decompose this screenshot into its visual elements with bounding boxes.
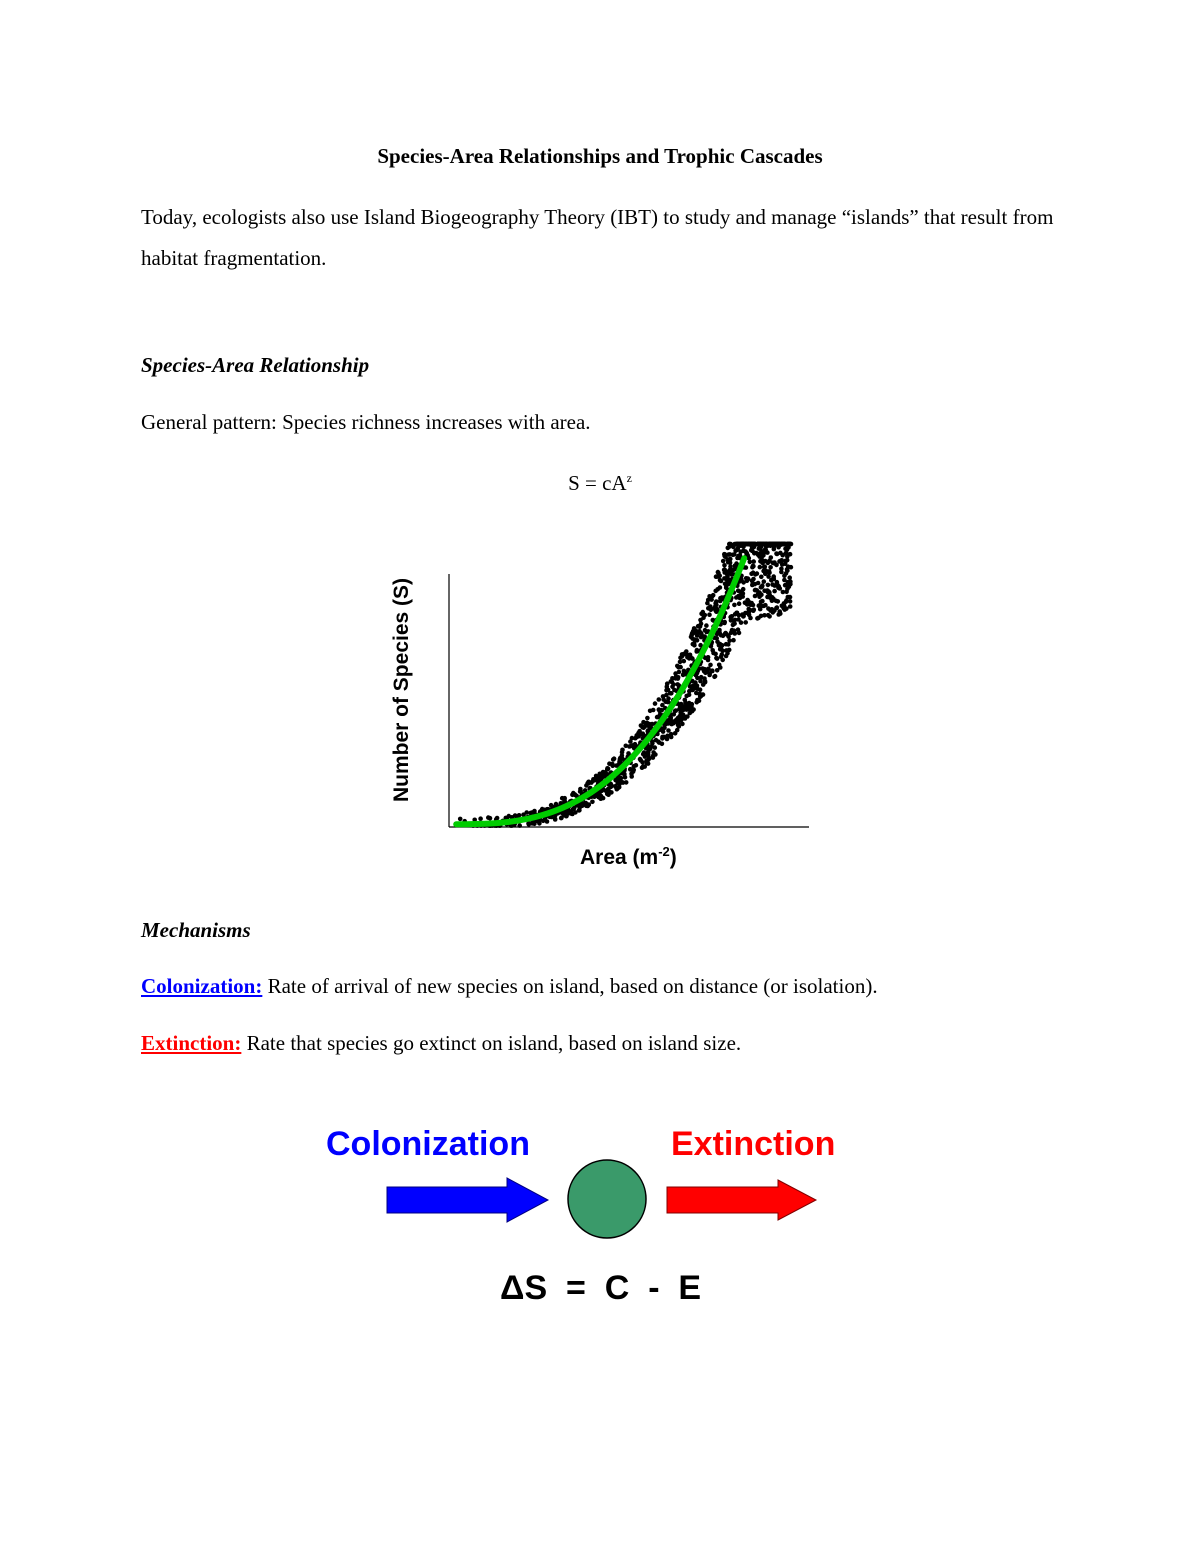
scatter-point [768,595,773,600]
scatter-point [695,698,700,703]
scatter-point [731,638,736,643]
scatter-point [669,732,674,737]
scatter-point [540,807,545,812]
scatter-point [673,671,678,676]
scatter-point [736,594,741,599]
scatter-point [787,575,792,580]
scatter-point [537,821,542,826]
scatter-point [564,814,569,819]
scatter-point [620,750,625,755]
extinction-arrow [667,1180,816,1220]
scatter-point [762,567,767,572]
scatter-point [605,767,610,772]
scatter-point [754,551,759,556]
scatter-point [746,542,751,547]
scatter-points [458,542,793,828]
species-area-formula [0,465,1200,496]
scatter-point [673,731,678,736]
scatter-point [779,559,784,564]
scatter-point [724,584,729,589]
scatter-point [657,707,662,712]
scatter-point [758,593,763,598]
scatter-point [762,604,767,609]
scatter-point [611,757,616,762]
scatter-point [724,654,729,659]
scatter-point [717,663,722,668]
scatter-point [645,716,650,721]
section-heading-species-area: Species-Area Relationship [141,353,370,377]
scatter-point [676,723,681,728]
scatter-point [753,582,758,587]
scatter-point [731,545,736,550]
extinction-text: Rate that species go extinct on island, based on island size. [241,1031,742,1055]
species-change-equation: ΔS = C - E [500,1269,702,1307]
scatter-point [708,663,713,668]
scatter-point [724,632,729,637]
scatter-point [638,757,643,762]
scatter-point [674,708,679,713]
scatter-point [771,574,776,579]
scatter-point [675,664,680,669]
scatter-point [707,612,712,617]
y-axis-label: Number of Species (S) [390,577,413,803]
scatter-point [678,660,683,665]
scatter-point [710,648,715,653]
scatter-point [641,764,646,769]
scatter-point [458,817,463,822]
scatter-point [767,590,772,595]
scatter-point [600,771,605,776]
scatter-point [653,701,658,706]
scatter-point [657,697,662,702]
scatter-point [568,811,573,816]
scatter-point [760,583,765,588]
scatter-point [745,579,750,584]
scatter-point [766,583,771,588]
scatter-point [703,628,708,633]
scatter-point [577,808,582,813]
scatter-point [689,635,694,640]
scatter-point [750,542,755,547]
scatter-point [695,648,700,653]
scatter-point [695,638,700,643]
scatter-point [637,729,642,734]
scatter-point [734,611,739,616]
scatter-point [767,614,772,619]
scatter-point [624,744,629,749]
scatter-point [729,618,734,623]
scatter-point [759,575,764,580]
scatter-point [703,667,708,672]
scatter-point [784,599,789,604]
scatter-point [685,655,690,660]
scatter-point [730,628,735,633]
scatter-point [675,682,680,687]
scatter-point [768,565,773,570]
scatter-point [758,565,763,570]
scatter-point [706,606,711,611]
scatter-point [726,642,731,647]
scatter-point [751,559,756,564]
scatter-point [727,542,732,547]
scatter-point [648,709,653,714]
scatter-point [745,598,750,603]
scatter-point [759,599,764,604]
extinction-label: Extinction [671,1125,836,1163]
scatter-point [631,743,636,748]
scatter-point [715,574,720,579]
scatter-point [716,570,721,575]
scatter-point [692,643,697,648]
colonization-text: Rate of arrival of new species on island, based on distance (or isolation). [262,974,878,998]
scatter-point [731,568,736,573]
scatter-point [686,705,691,710]
scatter-point [714,603,719,608]
scatter-point [772,560,777,565]
scatter-point [713,589,718,594]
scatter-point [682,669,687,674]
scatter-point [660,736,665,741]
scatter-point [783,547,788,552]
scatter-point [774,599,779,604]
island-circle [568,1160,646,1238]
scatter-point [741,614,746,619]
scatter-point [707,594,712,599]
scatter-point [571,791,576,796]
scatter-point [767,570,772,575]
scatter-point [532,809,537,814]
scatter-point [524,810,529,815]
scatter-point [666,728,671,733]
scatter-point [786,580,791,585]
section-heading-mechanisms: Mechanisms [141,918,251,942]
scatter-point [767,558,772,563]
scatter-point [640,725,645,730]
scatter-point [758,559,763,564]
scatter-point [733,618,738,623]
scatter-point [735,556,740,561]
scatter-point [732,603,737,608]
scatter-point [695,633,700,638]
scatter-point [722,563,727,568]
colonization-arrow [387,1178,548,1222]
scatter-point [595,792,600,797]
scatter-point [634,735,639,740]
extinction-definition [141,1030,741,1056]
scatter-point [696,624,701,629]
scatter-point [748,560,753,565]
scatter-point [759,542,764,547]
scatter-point [781,590,786,595]
scatter-point [653,745,658,750]
scatter-point [780,553,785,558]
scatter-point [527,822,532,827]
scatter-point [622,772,627,777]
scatter-point [684,649,689,654]
scatter-point [587,802,592,807]
scatter-point [665,685,670,690]
scatter-point [737,601,742,606]
scatter-point [721,559,726,564]
scatter-point [725,574,730,579]
scatter-point [697,629,702,634]
scatter-point [781,604,786,609]
scatter-point [781,542,786,547]
scatter-point [737,631,742,636]
scatter-point [617,779,622,784]
scatter-point [613,785,618,790]
scatter-point [704,623,709,628]
intro-paragraph: Today, ecologists also use Island Biogeography Theory (IBT) to study and manage “islands” that result from habitat fragmentation. [141,205,1054,270]
scatter-point [690,709,695,714]
scatter-point [698,687,703,692]
scatter-point [660,742,665,747]
scatter-point [767,542,772,547]
scatter-point [775,542,780,547]
scatter-point [774,606,779,611]
scatter-point [707,673,712,678]
scatter-point [776,612,781,617]
scatter-point [722,570,727,575]
scatter-point [710,668,715,673]
scatter-point [571,807,576,812]
scatter-point [610,762,615,767]
scatter-point [680,722,685,727]
scatter-point [777,584,782,589]
scatter-point [701,615,706,620]
scatter-point [715,656,720,661]
scatter-point [763,559,768,564]
scatter-point [732,552,737,557]
general-pattern-text: General pattern: Species richness increases with area. [141,410,591,434]
scatter-point [703,680,708,685]
scatter-point [759,614,764,619]
scatter-point [779,567,784,572]
scatter-point [629,772,634,777]
scatter-point [715,668,720,673]
scatter-point [719,654,724,659]
scatter-point [712,675,717,680]
scatter-point [751,570,756,575]
scatter-point [751,603,756,608]
scatter-point [590,800,595,805]
formula-exponent: z [626,471,632,485]
colonization-label: Colonization [326,1125,530,1163]
scatter-point [651,754,656,759]
scatter-point [695,676,700,681]
scatter-point [680,652,685,657]
scatter-point [766,574,771,579]
scatter-point [772,589,777,594]
scatter-point [559,816,564,821]
scatter-point [706,655,711,660]
scatter-point [682,659,687,664]
scatter-point [783,559,788,564]
scatter-point [478,816,483,821]
scatter-point [722,621,727,626]
scatter-point [553,817,558,822]
scatter-point [606,792,611,797]
scatter-point [676,676,681,681]
scatter-point [789,565,794,570]
colonization-term: Colonization: [141,974,263,998]
scatter-point [762,579,767,584]
colonization-definition [141,973,878,999]
scatter-point [736,588,741,593]
scatter-point [743,620,748,625]
scatter-point [751,608,756,613]
scatter-point [620,756,625,761]
scatter-point [721,649,726,654]
scatter-point [586,780,591,785]
scatter-point [739,542,744,547]
scatter-point [753,588,758,593]
formula-base: S = cA [568,471,627,495]
scatter-point [694,691,699,696]
scatter-point [670,685,675,690]
species-area-chart [380,530,820,880]
scatter-point [741,549,746,554]
scatter-point [714,636,719,641]
scatter-point [604,788,609,793]
colonization-extinction-diagram [310,1115,870,1315]
scatter-point [691,683,696,688]
x-axis-label: Area $(m^{-2})$ [580,844,677,869]
scatter-point [771,610,776,615]
scatter-point [722,552,727,557]
scatter-point [646,753,651,758]
scatter-point [788,595,793,600]
extinction-term: Extinction: [141,1031,242,1055]
scatter-point [751,564,756,569]
scatter-point [661,697,666,702]
scatter-point [660,703,665,708]
scatter-point [488,816,493,821]
scatter-point [734,561,739,566]
scatter-point [761,551,766,556]
scatter-point [785,567,790,572]
scatter-point [678,710,683,715]
scatter-point [746,610,751,615]
page-title: Species-Area Relationships and Trophic Cascades [377,144,823,168]
scatter-point [630,736,635,741]
scatter-point [678,704,683,709]
